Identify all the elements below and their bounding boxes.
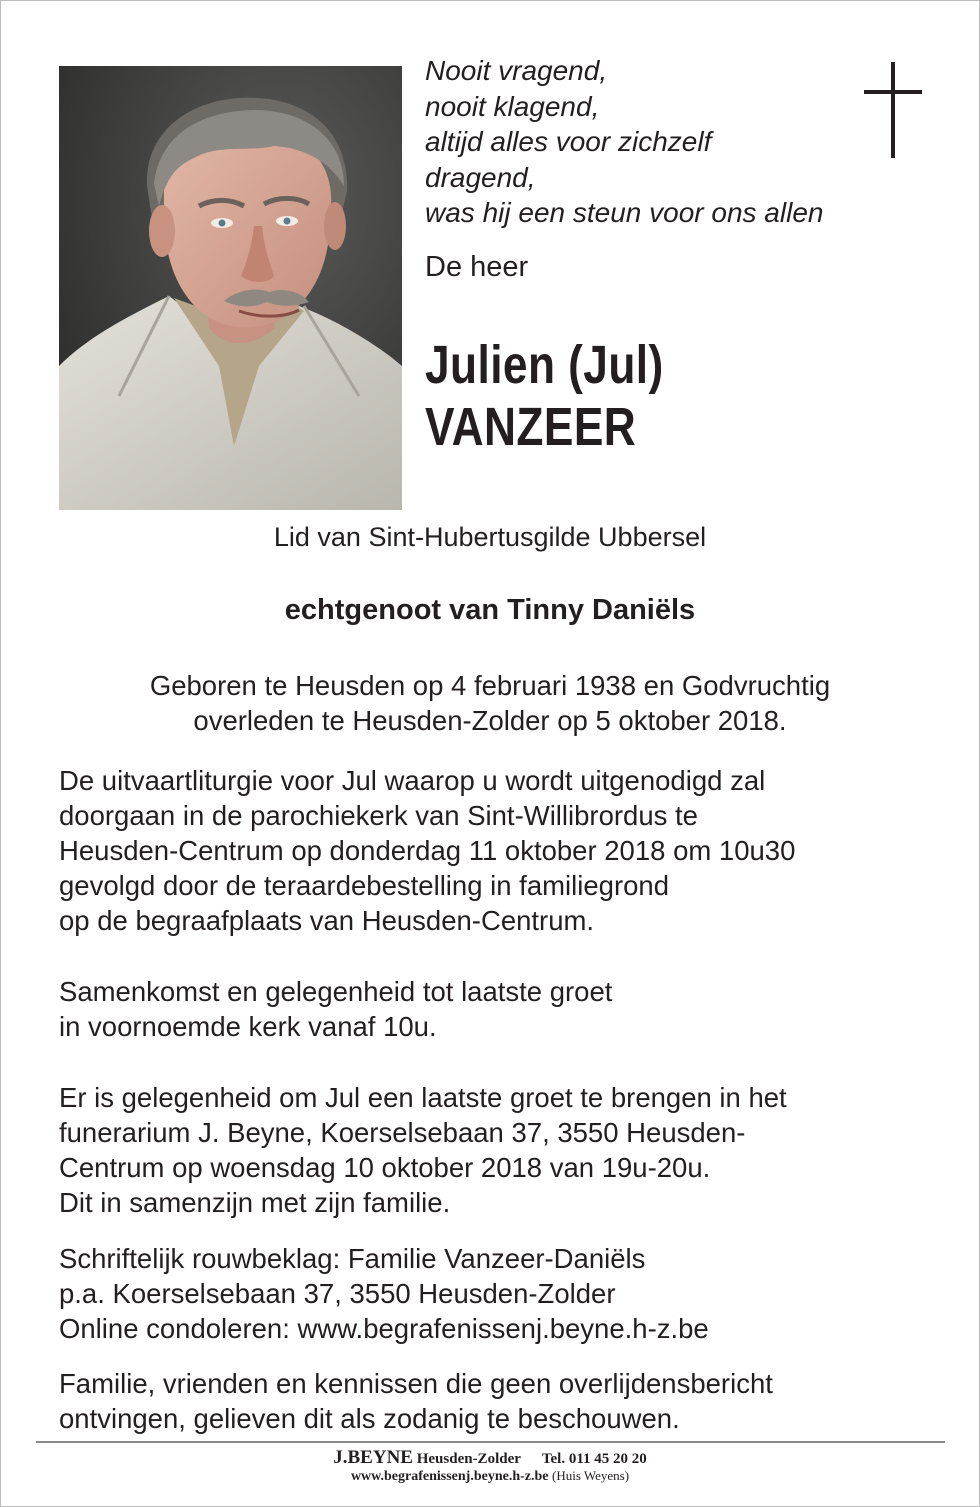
divider [36, 1441, 945, 1443]
condolences-link: Online condoleren: www.begrafenissenj.beyne.h-z.be [59, 1313, 709, 1344]
poem-line: was hij een steun voor ons allen [425, 197, 824, 228]
membership: Lid van Sint-Hubertusgilde Ubbersel [273, 522, 707, 552]
gathering-paragraph [59, 974, 612, 1044]
paragraph-line: funerarium J. Beyne, Koerselsebaan 37, 3550 Heusden- [59, 1117, 746, 1148]
poem-line: Nooit vragend, [425, 55, 608, 86]
deceased-last-name: VANZEER [425, 397, 637, 457]
poem-line: nooit klagend, [425, 90, 600, 122]
paragraph-line: p.a. Koerselsebaan 37, 3550 Heusden-Zolder [59, 1278, 616, 1309]
closing-paragraph [59, 1366, 773, 1436]
funeral-home-website: www.begrafenissenj.beyne.h-z.be [350, 1469, 549, 1484]
poem-line: dragend, [425, 161, 536, 193]
paragraph-line: in voornoemde kerk vanaf 10u. [59, 1011, 437, 1042]
funeral-home-phone: Tel. 011 45 20 20 [541, 1451, 647, 1467]
poem-line: altijd alles voor zichzelf [425, 126, 712, 157]
paragraph-line: doorgaan in de parochiekerk van Sint-Willibrordus te [59, 800, 698, 831]
title-prefix: De heer [425, 251, 529, 283]
cross-icon [864, 62, 922, 158]
portrait-photo [59, 66, 402, 510]
paragraph-line: Schriftelijk rouwbeklag: Familie Vanzeer-Daniëls [59, 1243, 646, 1274]
paragraph-line: Centrum op woensdag 10 oktober 2018 van 19u-20u. [59, 1152, 711, 1183]
paragraph-line: op de begraafplaats van Heusden-Centrum. [59, 905, 595, 936]
funeral-home-house: (Huis Weyens) [551, 1468, 630, 1483]
poem [425, 53, 823, 231]
paragraph-line: Familie, vrienden en kennissen die geen overlijdensbericht [59, 1368, 773, 1399]
paragraph-line: ontvingen, gelieven dit als zodanig te beschouwen. [59, 1403, 680, 1434]
paragraph-line: Er is gelegenheid om Jul een laatste groet te brengen in het [59, 1082, 787, 1113]
birth-line: Geboren te Heusden op 4 februari 1938 en Godvruchtig [149, 670, 831, 701]
birth-death [0, 668, 980, 738]
condolences-paragraph [59, 1241, 709, 1346]
paragraph-line: Heusden-Centrum op donderdag 11 oktober 2018 om 10u30 [59, 835, 796, 866]
paragraph-line: Samenkomst en gelegenheid tot laatste groet [59, 976, 613, 1007]
deceased-first-name: Julien (Jul) [425, 335, 664, 395]
death-line: overleden te Heusden-Zolder op 5 oktober 2018. [193, 705, 787, 736]
farewell-paragraph [59, 1080, 787, 1220]
paragraph-line: Dit in samenzijn met zijn familie. [59, 1187, 451, 1218]
deceased-name [425, 334, 664, 458]
funeral-home-footer [0, 1449, 980, 1485]
paragraph-line: gevolgd door de teraardebestelling in familiegrond [59, 870, 669, 901]
funeral-paragraph [59, 763, 795, 938]
paragraph-line: De uitvaartliturgie voor Jul waarop u wordt uitgenodigd zal [59, 765, 766, 796]
spouse: echtgenoot van Tinny Daniëls [284, 594, 696, 626]
funeral-home-brand: J.BEYNE [333, 1447, 413, 1468]
funeral-home-location: Heusden-Zolder [416, 1451, 521, 1467]
